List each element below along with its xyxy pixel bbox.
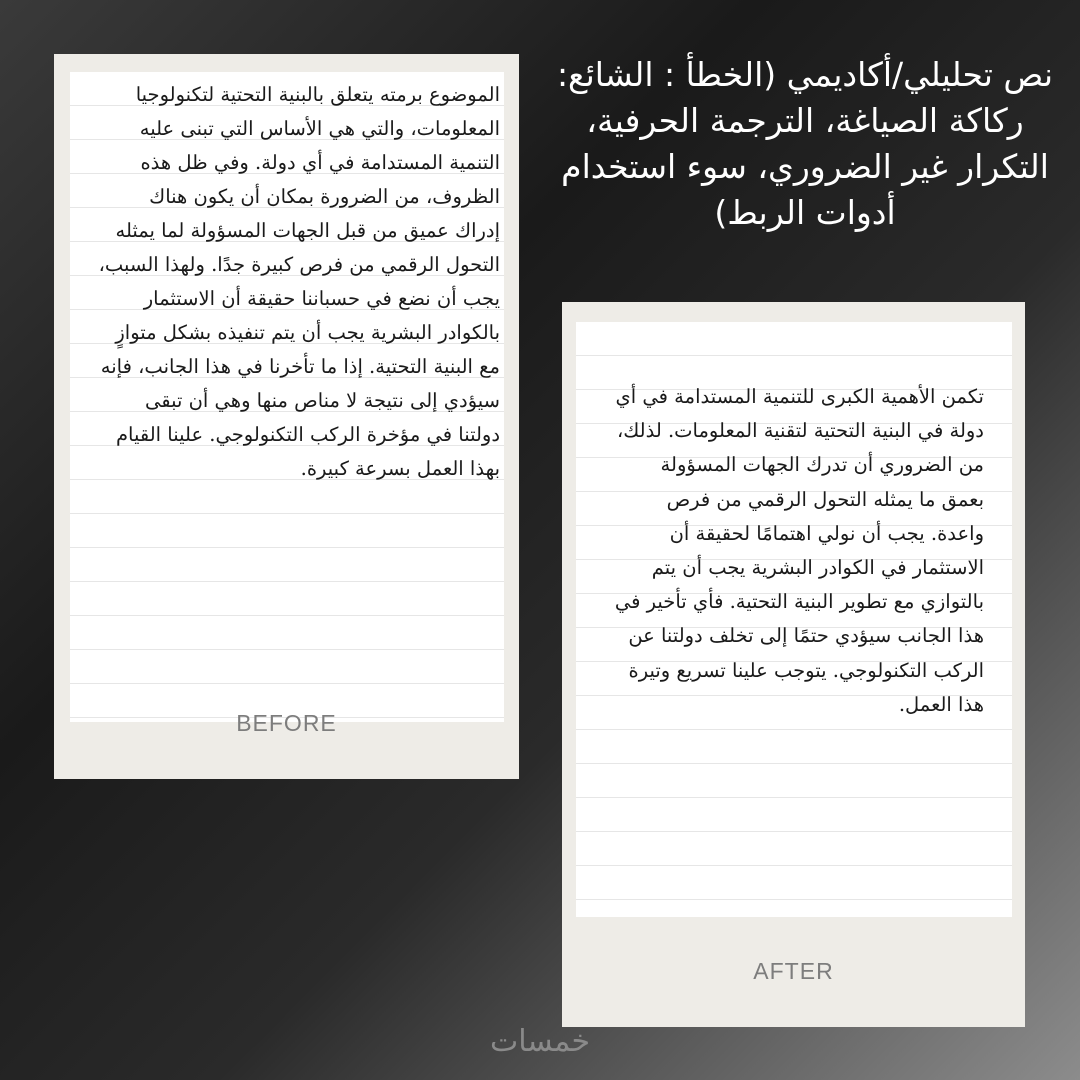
after-card [562, 302, 1025, 1027]
after-label: AFTER [753, 958, 834, 984]
after-text: تكمن الأهمية الكبرى للتنمية المستدامة في أي دولة في البنية التحتية لتقنية المعلومات. لذلك، من الضروري أن تدرك الجهات المسؤولة بعمق ما يمثله التحول الرقمي من فرص واعدة. يجب أن نولي اهتمامًا لحقيقة أن الاستثمار في الكوادر البشرية يجب أن يتم بالتوازي مع تطوير البنية التحتية. فأي تأخير في هذا الجانب سيؤدي حتمًا إلى تخلف دولتنا عن الركب التكنولوجي. يتوجب علينا تسريع وتيرة هذا العمل. [614, 385, 984, 716]
brand-logo: خمسات [489, 1024, 591, 1059]
before-text: الموضوع برمته يتعلق بالبنية التحتية لتكنولوجيا المعلومات، والتي هي الأساس التي تبنى عليه التنمية المستدامة في أي دولة. وفي ظل هذه الظروف، من الضرورة بمكان أن يكون هناك إدراك عميق من قبل الجهات المسؤولة لما يمثله التحول الرقمي من فرص كبيرة جدًا. ولهذا السبب، يجب أن نضع في حسباننا حقيقة أن الاستثمار بالكوادر البشرية يجب أن يتم تنفيذه بشكل متوازٍ مع البنية التحتية. إذا ما تأخرنا في هذا الجانب، فإنه سيؤدي إلى نتيجة لا مناص منها وهي أن تبقى دولتنا في مؤخرة الركب التكنولوجي. علينا القيام بهذا العمل بسرعة كبيرة. [98, 83, 500, 480]
headline-title: نص تحليلي/أكاديمي (الخطأ : الشائع: ركاكة الصياغة، الترجمة الحرفية، التكرار غير الضروري، سوء استخدام أدوات الربط) [556, 55, 1054, 232]
before-card [54, 54, 519, 779]
before-label: BEFORE [236, 710, 337, 736]
